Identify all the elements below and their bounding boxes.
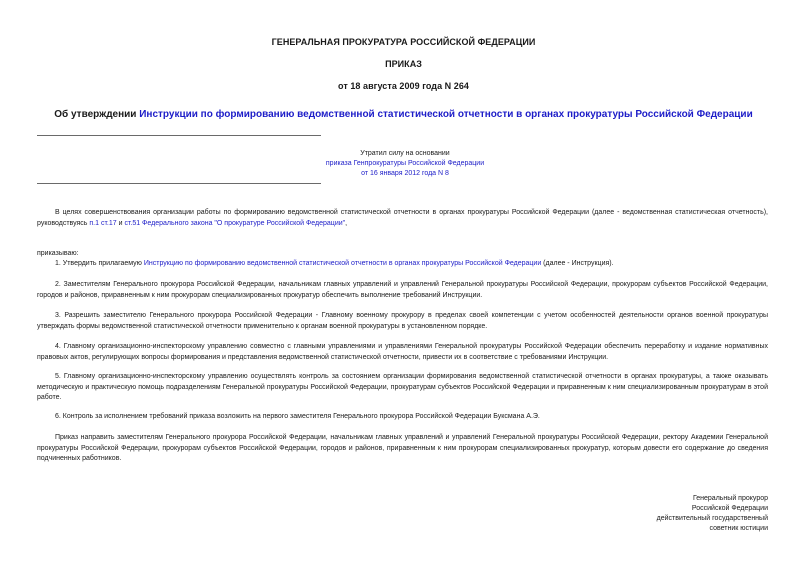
item-3-paragraph: 3. Разрешить заместителю Генерального прокурора Российской Федерации - Главному военному прокурору в пределах своей компетенции с учетом особенностей деятельности органов военной прокуратуры утверждать формы ведомственной статистической отчетности применительно к органам военной прокуратуры в установленном порядке.	[37, 312, 768, 330]
order-word: приказываю:	[37, 250, 79, 257]
divider-bottom	[37, 183, 321, 184]
preamble-and: и	[116, 219, 125, 227]
item-1-start: 1. Утвердить прилагаемую	[55, 260, 144, 267]
divider-top	[37, 135, 321, 136]
document-title	[0, 109, 807, 120]
law-article-51-link[interactable]: ст.51 Федерального закона "О прокуратуре Российской Федерации"	[124, 219, 346, 227]
item-1-paragraph	[37, 259, 768, 270]
preamble-paragraph	[37, 208, 768, 229]
item-5-paragraph: 5. Главному организационно-инспекторскому управлению осуществлять контроль за состоянием организации формирования ведомственной статистической отчетности в органах прокуратуры, а также оказывать методическую и практическую помощь подразделениям Генеральной прокуратуры Российской Федерации, прокуратурам субъектов Российской Федерации и приравненным к ним специализированным прокуратурам в этой работе.	[37, 373, 768, 401]
instruction-title-link[interactable]: Инструкции по формированию ведомственной статистической отчетности в органах прокуратуры Российской Федерации	[139, 109, 753, 120]
org-heading: ГЕНЕРАЛЬНАЯ ПРОКУРАТУРА РОССИЙСКОЙ ФЕДЕРАЦИИ	[271, 37, 536, 47]
law-article-17-link[interactable]: п.1 ст.17	[89, 219, 117, 227]
preamble-text: В целях совершенствования организации работы по формированию ведомственной статистической отчетности в органах прокуратуры Российской Федерации (далее - ведомственная статистическая отчетность), руководствуясь	[37, 209, 768, 227]
distribution-paragraph: Приказ направить заместителям Генерального прокурора Российской Федерации, начальникам главных управлений и управлений Генеральной прокуратуры Российской Федерации, ректору Академии Генеральной прокуратуры Российской Федерации, прокурорам субъектов Российской Федерации, городов и районов, приравненным к ним прокурорам специализированных прокуратур, которым довести его содержание до сведения подчиненных работников.	[37, 434, 768, 462]
date-number-heading: от 18 августа 2009 года N 264	[338, 81, 469, 91]
status-note	[300, 149, 510, 179]
signature-block	[657, 494, 768, 534]
repeal-order-link[interactable]: приказа Генпрокуратуры Российской Федерации	[325, 160, 485, 167]
signature-line2: Российской Федерации	[691, 505, 768, 512]
signature-line3: действительный государственный	[656, 515, 768, 522]
status-note-line1: Утратил силу на основании	[360, 150, 450, 157]
preamble-end: ,	[345, 219, 348, 227]
item-1-end: (далее - Инструкция).	[541, 260, 614, 267]
title-prefix: Об утверждении	[54, 109, 140, 120]
doc-type-heading: ПРИКАЗ	[385, 59, 422, 69]
item-6-paragraph: 6. Контроль за исполнением требований приказа возложить на первого заместителя Генерального прокурора Российской Федерации Буксмана А.Э.	[55, 413, 540, 420]
signature-line4: советник юстиции	[709, 525, 768, 532]
instruction-link[interactable]: Инструкцию по формированию ведомственной статистической отчетности в органах прокуратуры Российской Федерации	[143, 260, 542, 267]
item-4-paragraph: 4. Главному организационно-инспекторскому управлению совместно с главными управлениями и управлениями Генеральной прокуратуры Российской Федерации обеспечить переработку и издание нормативных правовых актов, регулирующих вопросы формирования и представления ведомственной статистической отчетности, привести их в соответствие с требованиями Инструкции.	[37, 343, 768, 361]
repeal-date-link[interactable]: от 16 января 2012 года N 8	[361, 170, 449, 177]
signature-line1: Генеральный прокурор	[692, 495, 768, 502]
item-2-paragraph: 2. Заместителям Генерального прокурора Российской Федерации, начальникам главных управлений и управлений Генеральной прокуратуры Российской Федерации, прокурорам субъектов Российской Федерации, городов и районов, приравненным к ним прокурорам специализированных прокуратур обеспечить выполнение требований Инструкции.	[37, 281, 768, 299]
